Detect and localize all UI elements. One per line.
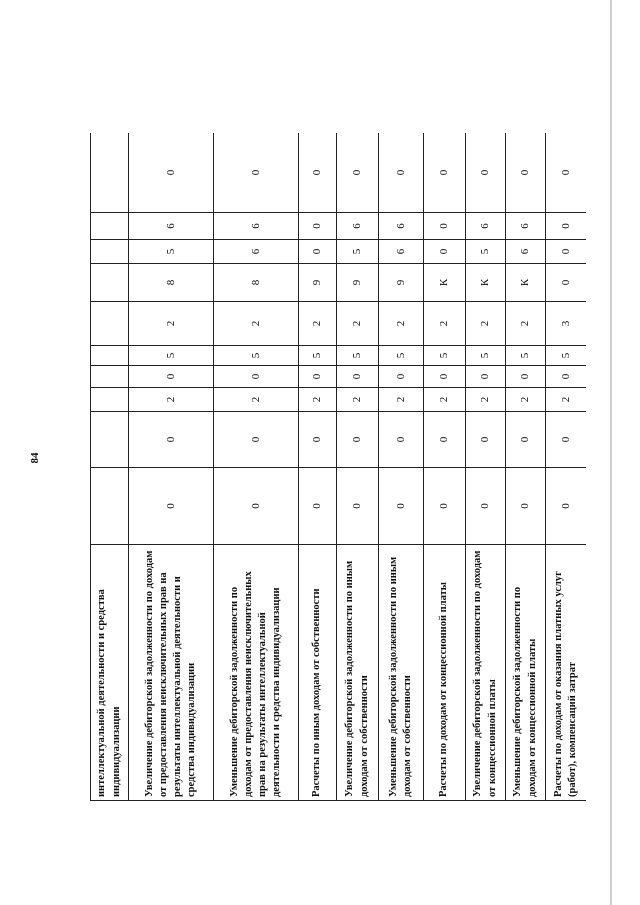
code-digit-cell: 5 (337, 240, 379, 264)
code-digit-cell: 6 (379, 213, 424, 240)
code-digit-cell: 2 (506, 388, 546, 412)
code-digit-cell: 5 (379, 346, 424, 366)
code-digit-cell: 0 (546, 264, 587, 302)
code-digit-cell: 0 (379, 366, 424, 388)
account-name-cell: Увеличение дебиторской задолженности по доходам от концессионной платы (466, 545, 506, 801)
account-name-cell: Уменьшение дебиторской задолженности по доходам от предоставления неисключительных прав на результаты интеллектуальной деятельности и средства индивидуализации (214, 545, 299, 801)
code-digit-cell: 0 (214, 133, 299, 213)
account-name-cell: Уменьшение дебиторской задолженности по доходам от концессионной платы (506, 545, 546, 801)
code-digit-cell: 6 (506, 240, 546, 264)
code-digit-cell: 2 (424, 388, 466, 412)
code-digit-cell: 0 (337, 412, 379, 468)
code-digit-cell: 2 (129, 388, 214, 412)
table-row (129, 133, 214, 801)
code-digit-cell: 0 (424, 412, 466, 468)
code-digit-cell: 0 (546, 366, 587, 388)
code-digit-cell: 5 (466, 240, 506, 264)
code-digit-cell (91, 302, 129, 346)
code-digit-cell: 2 (214, 302, 299, 346)
code-digit-cell: 0 (424, 240, 466, 264)
code-digit-cell: 6 (214, 213, 299, 240)
code-digit-cell: 0 (129, 412, 214, 468)
table-row (466, 133, 506, 801)
code-digit-cell: 6 (337, 213, 379, 240)
account-name-cell: Увеличение дебиторской задолженности по иным доходам от собственности (337, 545, 379, 801)
code-digit-cell (91, 240, 129, 264)
code-digit-cell: 0 (379, 133, 424, 213)
code-digit-cell: 0 (129, 468, 214, 545)
code-digit-cell: 0 (299, 468, 337, 545)
code-digit-cell: 2 (506, 302, 546, 346)
code-digit-cell: 6 (466, 213, 506, 240)
table-row (379, 133, 424, 801)
code-digit-cell: 5 (424, 346, 466, 366)
code-digit-cell: 0 (424, 213, 466, 240)
code-digit-cell (91, 468, 129, 545)
code-digit-cell: 6 (214, 240, 299, 264)
code-digit-cell: 0 (299, 213, 337, 240)
code-digit-cell: 6 (506, 213, 546, 240)
code-digit-cell (91, 388, 129, 412)
code-digit-cell: 5 (129, 346, 214, 366)
code-digit-cell (91, 264, 129, 302)
scan-edge (610, 0, 612, 905)
code-digit-cell: 0 (379, 468, 424, 545)
account-name-cell: Расчеты по доходам от концессионной платы (424, 545, 466, 801)
code-digit-cell: 0 (506, 412, 546, 468)
page-number: 84 (29, 452, 41, 464)
account-name-cell: Расчеты по доходам от оказания платных услуг (работ), компенсаций затрат (546, 545, 587, 801)
table-row (91, 133, 129, 801)
code-digit-cell: 0 (506, 133, 546, 213)
code-digit-cell: 0 (546, 133, 587, 213)
code-digit-cell: 9 (337, 264, 379, 302)
code-digit-cell: 0 (546, 213, 587, 240)
code-digit-cell: К (424, 264, 466, 302)
code-digit-cell: 8 (129, 264, 214, 302)
account-name-cell: Уменьшение дебиторской задолженности по иным доходам от собственности (379, 545, 424, 801)
code-digit-cell: 0 (214, 412, 299, 468)
code-digit-cell: 0 (424, 468, 466, 545)
code-digit-cell: 0 (299, 412, 337, 468)
account-name-cell: интеллектуальной деятельности и средства индивидуализации (91, 545, 129, 801)
code-digit-cell: 2 (546, 388, 587, 412)
code-digit-cell: 0 (129, 133, 214, 213)
code-digit-cell: 9 (299, 264, 337, 302)
code-digit-cell: 5 (337, 346, 379, 366)
code-digit-cell: 3 (546, 302, 587, 346)
code-digit-cell: К (466, 264, 506, 302)
code-digit-cell: 0 (214, 366, 299, 388)
code-digit-cell: 0 (546, 468, 587, 545)
code-digit-cell: 5 (129, 240, 214, 264)
account-code-table (90, 133, 586, 801)
code-digit-cell: 2 (466, 302, 506, 346)
code-digit-cell: 5 (506, 346, 546, 366)
code-digit-cell: 0 (546, 240, 587, 264)
code-digit-cell: 0 (466, 366, 506, 388)
table-row (337, 133, 379, 801)
code-digit-cell: 0 (466, 468, 506, 545)
code-digit-cell: 0 (337, 133, 379, 213)
code-digit-cell: 0 (466, 412, 506, 468)
code-digit-cell (91, 346, 129, 366)
account-name-cell: Расчеты по иным доходам от собственности (299, 545, 337, 801)
code-digit-cell: 0 (506, 468, 546, 545)
table-row (214, 133, 299, 801)
code-digit-cell: 0 (299, 133, 337, 213)
code-digit-cell: 2 (337, 388, 379, 412)
code-digit-cell: 2 (299, 302, 337, 346)
code-digit-cell: 6 (129, 213, 214, 240)
code-digit-cell: 2 (379, 388, 424, 412)
code-digit-cell (91, 133, 129, 213)
code-digit-cell: 0 (466, 133, 506, 213)
code-digit-cell: 2 (299, 388, 337, 412)
table-row (299, 133, 337, 801)
code-digit-cell: 2 (214, 388, 299, 412)
code-digit-cell: 0 (299, 366, 337, 388)
code-digit-cell: 9 (379, 264, 424, 302)
code-digit-cell: 0 (299, 240, 337, 264)
code-digit-cell: 2 (379, 302, 424, 346)
code-digit-cell: 2 (129, 302, 214, 346)
code-digit-cell: 8 (214, 264, 299, 302)
table-row (424, 133, 466, 801)
code-digit-cell: 0 (424, 366, 466, 388)
code-digit-cell: 0 (424, 133, 466, 213)
code-digit-cell: 0 (546, 412, 587, 468)
code-digit-cell: 5 (466, 346, 506, 366)
code-digit-cell: 0 (337, 366, 379, 388)
code-digit-cell: 0 (214, 468, 299, 545)
account-name-cell: Увеличение дебиторской задолженности по доходам от предоставления неисключительных прав на результаты интеллектуальной деятельности и средства индивидуализации (129, 545, 214, 801)
table-row (506, 133, 546, 801)
code-digit-cell: 0 (506, 366, 546, 388)
code-digit-cell: 5 (214, 346, 299, 366)
table-row (546, 133, 587, 801)
code-digit-cell: К (506, 264, 546, 302)
code-digit-cell: 2 (424, 302, 466, 346)
rotated-table-container (90, 133, 586, 801)
code-digit-cell (91, 213, 129, 240)
code-digit-cell: 0 (379, 412, 424, 468)
code-digit-cell: 5 (546, 346, 587, 366)
code-digit-cell: 5 (299, 346, 337, 366)
code-digit-cell: 6 (379, 240, 424, 264)
code-digit-cell: 2 (337, 302, 379, 346)
code-digit-cell: 0 (337, 468, 379, 545)
code-digit-cell (91, 366, 129, 388)
code-digit-cell (91, 412, 129, 468)
code-digit-cell: 2 (466, 388, 506, 412)
code-digit-cell: 0 (129, 366, 214, 388)
